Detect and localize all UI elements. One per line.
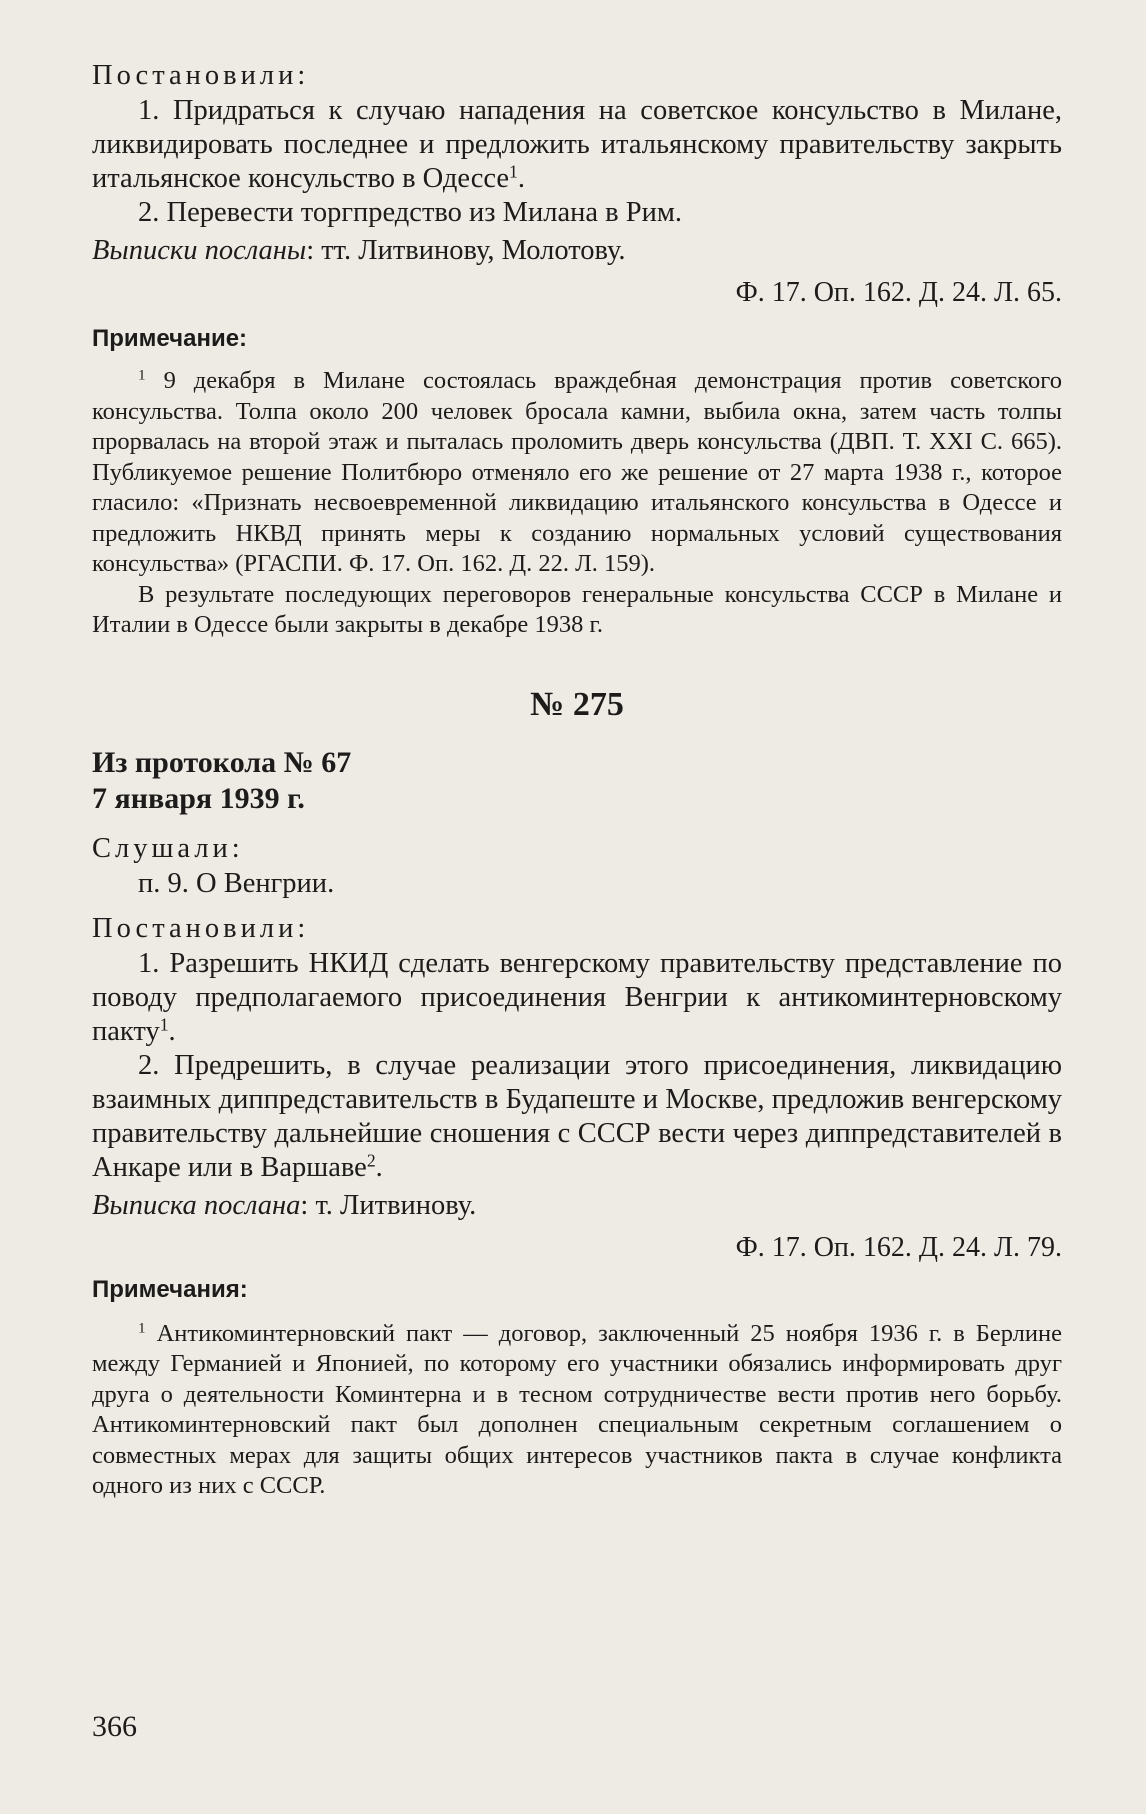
document-page <box>92 58 1062 1502</box>
resolution-item-2: 2. Перевести торгпредство из Милана в Рим. <box>138 197 683 228</box>
protocol-title: Из протокола № 67 <box>92 745 352 779</box>
note-heading: Примечание: <box>92 325 248 352</box>
resolution-item-1: 1. Придраться к случаю нападения на советское консульство в Милане, ликвидировать последнее и предложить итальянскому правительству закрыть итальянское консульство в Одессе$^1$. <box>92 95 1062 194</box>
document-number: № 275 <box>530 685 624 723</box>
page-number: 366 <box>92 1710 137 1743</box>
extract-line-2: Выписка послана: т. Литвинову. <box>92 1189 477 1221</box>
note-text-2: В результате последующих переговоров генеральные консульства СССР в Милане и Италии в Одессе были закрыты в декабре 1938 г. <box>92 580 1062 638</box>
resolved-heading-2: Постановили: <box>92 912 310 944</box>
resolution-item-1b: 1. Разрешить НКИД сделать венгерскому правительству представление по поводу предполагаемого присоединения Венгрии к антикоминтерновскому пакту$^1$. <box>92 947 1062 1047</box>
resolution-item-2b: 2. Предрешить, в случае реализации этого присоединения, ликвидацию взаимных диппредставительств в Будапеште и Москве, предложив венгерскому правительству дальнейшие сношения с СССР вести через диппредставителей в Анкаре или в Варшаве$^2$. <box>92 1049 1062 1183</box>
archive-reference-2: Ф. 17. Оп. 162. Д. 24. Л. 79. <box>735 1231 1062 1263</box>
heard-heading: Слушали: <box>92 832 244 864</box>
archive-reference: Ф. 17. Оп. 162. Д. 24. Л. 65. <box>735 277 1062 308</box>
notes-text: $^1$ Антикоминтерновский пакт — договор, заключенный 25 ноября 1936 г. в Берлине между Германией и Японией, по которому его участники обязались информировать друг друга о деятельности Коминтерна и в тесном сотрудничестве вести против него борьбу. Антикоминтерновский пакт был дополнен специальным секретным соглашением о совместных мерах для защиты общих интересов участников пакта в случае конфликта одного из них с СССР. <box>92 1319 1062 1499</box>
protocol-date: 7 января 1939 г. <box>92 781 305 815</box>
footnote-ref: 1 <box>509 161 518 182</box>
note-text: $^1$ 9 декабря в Милане состоялась враждебная демонстрация против советского консульства. Толпа около 200 человек бросала камни, выбила окна, затем часть толпы прорвалась на второй этаж и пыталась проломить дверь консульства (ДВП. Т. XXI С. 665). Публикуемое решение Политбюро отменяло его же решение от 27 марта 1938 г., которое гласило: «Признать несвоевременной ликвидацию итальянского консульства в Одессе и предложить НКВД принять меры к созданию нормальных условий существования консульства» (РГАСПИ. Ф. 17. Оп. 162. Д. 22. Л. 159). <box>92 366 1062 577</box>
notes-heading: Примечания: <box>92 1275 248 1303</box>
heard-item: п. 9. О Венгрии. <box>138 867 335 899</box>
extract-line: Выписки посланы: тт. Литвинову, Молотову. <box>92 235 626 266</box>
resolved-heading: Постановили: <box>92 60 310 91</box>
